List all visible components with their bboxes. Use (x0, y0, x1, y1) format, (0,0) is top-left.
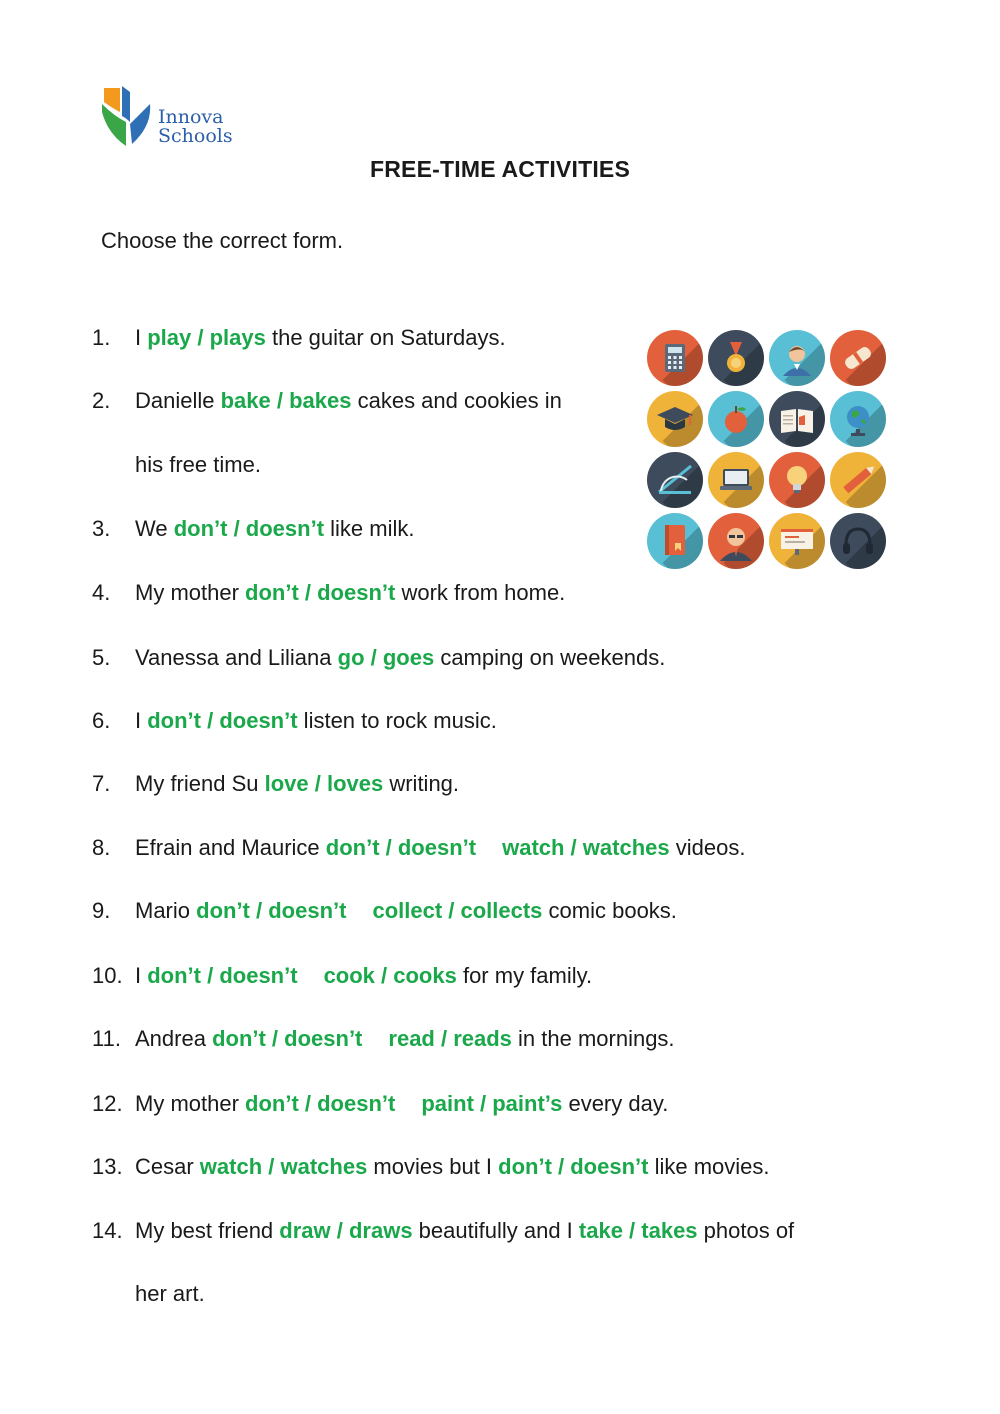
protractor-icon (647, 452, 703, 508)
sentence-text: writing. (383, 771, 460, 796)
sentence-text: I (135, 963, 148, 988)
sentence-text: comic books. (542, 898, 677, 923)
sentence-text: Mario (135, 898, 197, 923)
exercise-number: 11. (92, 1026, 121, 1051)
sentence-text: I (135, 708, 148, 733)
sentence-text: every day. (562, 1091, 669, 1116)
light-bulb-icon (769, 452, 825, 508)
answer-choice[interactable]: don’t / doesn’t (147, 708, 298, 733)
exercise-number: 4. (92, 580, 111, 605)
graduation-cap-icon (647, 391, 703, 447)
sentence-text: work from home. (395, 580, 566, 605)
exercise-number: 10. (92, 963, 123, 988)
exercise-number: 6. (92, 708, 111, 733)
logo-line-1: Innova (158, 106, 224, 128)
sentence-text: Cesar (135, 1154, 200, 1179)
laptop-icon (708, 452, 764, 508)
apple-icon (708, 391, 764, 447)
sentence-text: Vanessa and Liliana (135, 645, 338, 670)
exercise-number: 2. (92, 388, 111, 413)
answer-choice[interactable]: draw / draws (279, 1218, 413, 1243)
answer-choice[interactable]: take / takes (578, 1218, 698, 1243)
exercise-item (92, 771, 459, 797)
sentence-text: My best friend (135, 1218, 280, 1243)
exercise-number: 3. (92, 516, 111, 541)
exercise-item (92, 835, 745, 861)
answer-choice[interactable]: watch / watches (199, 1154, 368, 1179)
headphones-icon (830, 513, 886, 569)
answer-choice[interactable]: don’t / doesn’t (498, 1154, 649, 1179)
exercise-number: 5. (92, 645, 111, 670)
sentence-text: for my family. (456, 963, 593, 988)
answer-choice[interactable]: love / loves (264, 771, 384, 796)
sentence-text: camping on weekends. (434, 645, 666, 670)
sentence-text: Andrea (135, 1026, 213, 1051)
exercise-number: 8. (92, 835, 111, 860)
answer-choice[interactable]: watch / watches (502, 835, 670, 860)
diploma-icon (830, 330, 886, 386)
sentence-text: My friend Su (135, 771, 265, 796)
logo-wordmark (158, 108, 233, 146)
sentence-text: beautifully and I (412, 1218, 579, 1243)
answer-choice[interactable]: read / reads (388, 1026, 512, 1051)
exercise-item (92, 580, 565, 606)
exercise-item (92, 1091, 668, 1117)
worksheet-title: FREE-TIME ACTIVITIES (370, 156, 630, 182)
answer-choice[interactable]: don’t / doesn’t (212, 1026, 363, 1051)
answer-choice[interactable]: don’t / doesn’t (245, 1091, 396, 1116)
sentence-text: photos of (697, 1218, 795, 1243)
sentence-text: like milk. (324, 516, 415, 541)
book-icon (647, 513, 703, 569)
calculator-icon (647, 330, 703, 386)
exercise-item (92, 325, 506, 351)
sentence-text: My mother (135, 580, 246, 605)
exercise-continuation: his free time. (135, 452, 261, 477)
answer-choice[interactable]: don’t / doesn’t (245, 580, 396, 605)
exercise-number: 7. (92, 771, 111, 796)
exercise-item (92, 898, 677, 924)
exercise-item (92, 1154, 770, 1180)
sentence-text: Danielle (135, 388, 221, 413)
answer-choice[interactable]: don’t / doesn’t (196, 898, 347, 923)
exercise-item (92, 516, 415, 542)
sentence-text: the guitar on Saturdays. (265, 325, 506, 350)
pencil-icon (830, 452, 886, 508)
answer-choice[interactable]: don’t / doesn’t (173, 516, 325, 541)
exercise-number: 1. (92, 325, 111, 350)
sentence-text: movies but I (367, 1154, 499, 1179)
logo-mark-icon (100, 82, 156, 148)
answer-choice[interactable]: collect / collects (372, 898, 543, 923)
answer-choice[interactable]: don’t / doesn’t (147, 963, 298, 988)
exercise-item (92, 1218, 794, 1244)
sentence-text: listen to rock music. (297, 708, 497, 733)
sentence-text: I (135, 325, 148, 350)
answer-choice[interactable]: don’t / doesn’t (325, 835, 477, 860)
sentence-text: in the mornings. (511, 1026, 675, 1051)
exercise-item (92, 388, 562, 414)
sentence-text: We (135, 516, 174, 541)
exercise-item (92, 708, 497, 734)
sentence-text: My mother (135, 1091, 246, 1116)
innova-schools-logo (100, 82, 250, 152)
teacher-icon (708, 513, 764, 569)
education-icon-grid (647, 330, 892, 575)
exercise-number: 14. (92, 1218, 123, 1243)
answer-choice[interactable]: bake / bakes (220, 388, 352, 413)
sentence-text: Efrain and Maurice (135, 835, 326, 860)
exercise-item (92, 645, 665, 671)
instructions: Choose the correct form. (101, 228, 344, 253)
answer-choice[interactable]: paint / paint’s (421, 1091, 563, 1116)
open-book-icon (769, 391, 825, 447)
sentence-text: cakes and cookies in (351, 388, 562, 413)
exercise-item (92, 1026, 675, 1052)
sentence-text: like movies. (648, 1154, 770, 1179)
answer-choice[interactable]: play / plays (147, 325, 266, 350)
sentence-text: videos. (669, 835, 746, 860)
student-icon (769, 330, 825, 386)
exercise-item (92, 963, 592, 989)
presentation-board-icon (769, 513, 825, 569)
exercise-continuation: her art. (135, 1281, 205, 1306)
globe-icon (830, 391, 886, 447)
medal-icon (708, 330, 764, 386)
answer-choice[interactable]: cook / cooks (323, 963, 457, 988)
logo-line-2: Schools (158, 125, 233, 147)
exercise-number: 13. (92, 1154, 123, 1179)
exercise-number: 12. (92, 1091, 123, 1116)
exercise-number: 9. (92, 898, 111, 923)
answer-choice[interactable]: go / goes (337, 645, 435, 670)
